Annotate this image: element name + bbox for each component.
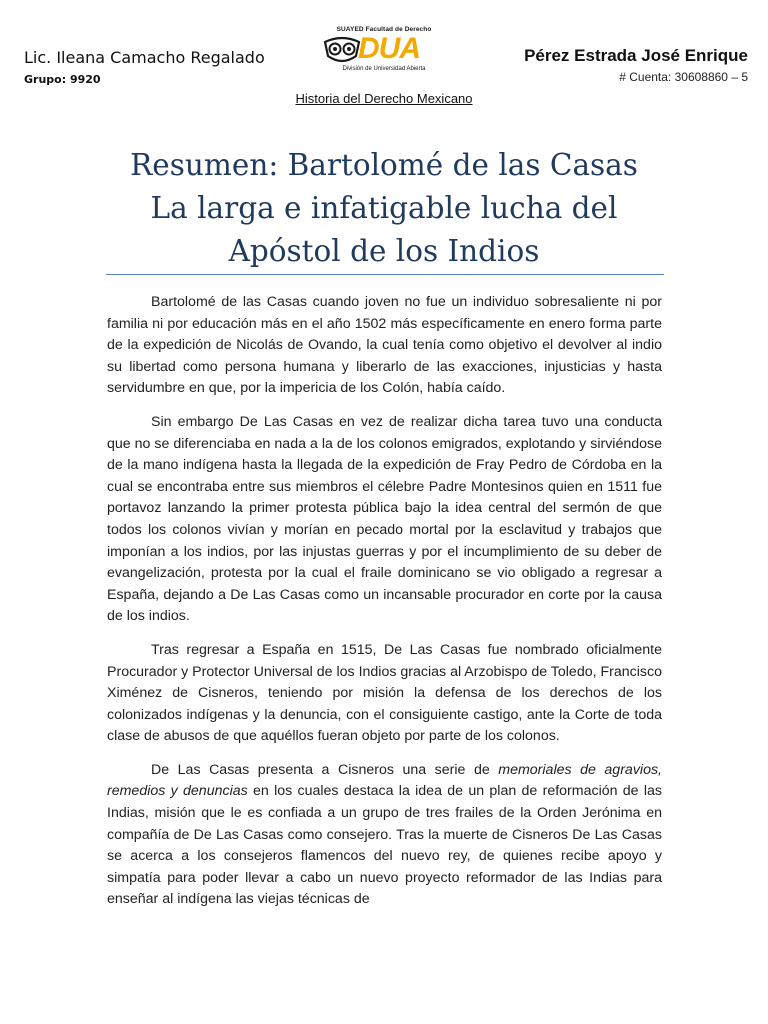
course-name-text: Historia del Derecho Mexicano	[295, 91, 473, 106]
teacher-name: Lic. Ileana Camacho Regalado	[24, 48, 265, 67]
logo-brand: DUA	[358, 32, 420, 65]
account-number: # Cuenta: 30608860 – 5	[619, 70, 748, 84]
paragraph-4-italic: memoriales de agravios, remedios y denuncias	[107, 761, 662, 800]
paragraph-4	[107, 760, 662, 911]
title-divider	[106, 274, 664, 275]
paragraph-4-start: De Las Casas presenta a Cisneros una serie de	[151, 761, 499, 778]
paragraph-3: Tras regresar a España en 1515, De Las Casas fue nombrado oficialmente Procurador y Protector Universal de los Indios gracias al Arzobispo de Toledo, Francisco Ximénez de Cisneros, teniendo por misión la defensa de los derechos de los colonizados indígenas y la denuncia, con el consiguiente castigo, ante la Corte de toda clase de abusos de que aquéllos fueran objeto por parte de los colonos.	[107, 641, 662, 745]
title-line-3: Apóstol de los Indios	[228, 234, 540, 268]
group-number: Grupo: 9920	[24, 73, 101, 86]
paragraph-2: Sin embargo De Las Casas en vez de realizar dicha tarea tuvo una conducta que no se diferenciaba en nada a la de los colonos emigrados, explotando y sirviéndose de la mano indígena hasta la llegada de la expedición de Fray Pedro de Córdoba en la cual se encontraba entre sus miembros el célebre Padre Montesinos quien en 1511 fue portavoz lanzando la primer protesta pública bajo la idea central del sermón de que todos los colonos vivían y morían en pecado mortal por la esclavitud y trabajos que imponían a los indios, por las injustas guerras y por el incumplimiento de su deber de evangelización, protesta por la cual el fraile dominicano se vio obligado a regresar a España, dejando a De Las Casas como un incansable procurador en corte por la causa de los indios.	[107, 413, 662, 625]
logo-bottom-text: División de Universidad Abierta	[342, 66, 426, 72]
course-name	[0, 91, 768, 106]
title-line-1: Resumen: Bartolomé de las Casas	[130, 148, 638, 182]
title-line-2: La larga e infatigable lucha del	[150, 191, 618, 225]
owl-icon	[322, 36, 362, 64]
logo-top-text: SUAYED Facultad de Derecho	[336, 26, 432, 33]
document-title	[104, 144, 664, 273]
paragraph-4-end: en los cuales destaca la idea de un plan de reformación de las Indias, misión que le es confiada a un grupo de tres frailes de la Orden Jerónima en compañía de De Las Casas como consejero. Tras la muerte de Cisneros De Las Casas se acerca a los consejeros flamencos del nuevo rey, de quienes recibe apoyo y simpatía para poder llevar a cabo un nuevo proyecto reformador de las Indias para enseñar al indígena las viejas técnicas de	[107, 783, 662, 908]
document-body	[107, 292, 662, 923]
student-name: Pérez Estrada José Enrique	[524, 46, 748, 65]
suayed-dua-logo	[320, 26, 448, 78]
paragraph-1: Bartolomé de las Casas cuando joven no fue un individuo sobresaliente ni por familia ni por educación más en el año 1502 más específicamente en enero forma parte de la expedición de Nicolás de Ovando, la cual tenía como objetivo el devolver al indio su libertad como persona humana y liberarlo de las exacciones, injusticias y hasta servidumbre en que, por la impericia de los Colón, había caído.	[107, 294, 662, 397]
